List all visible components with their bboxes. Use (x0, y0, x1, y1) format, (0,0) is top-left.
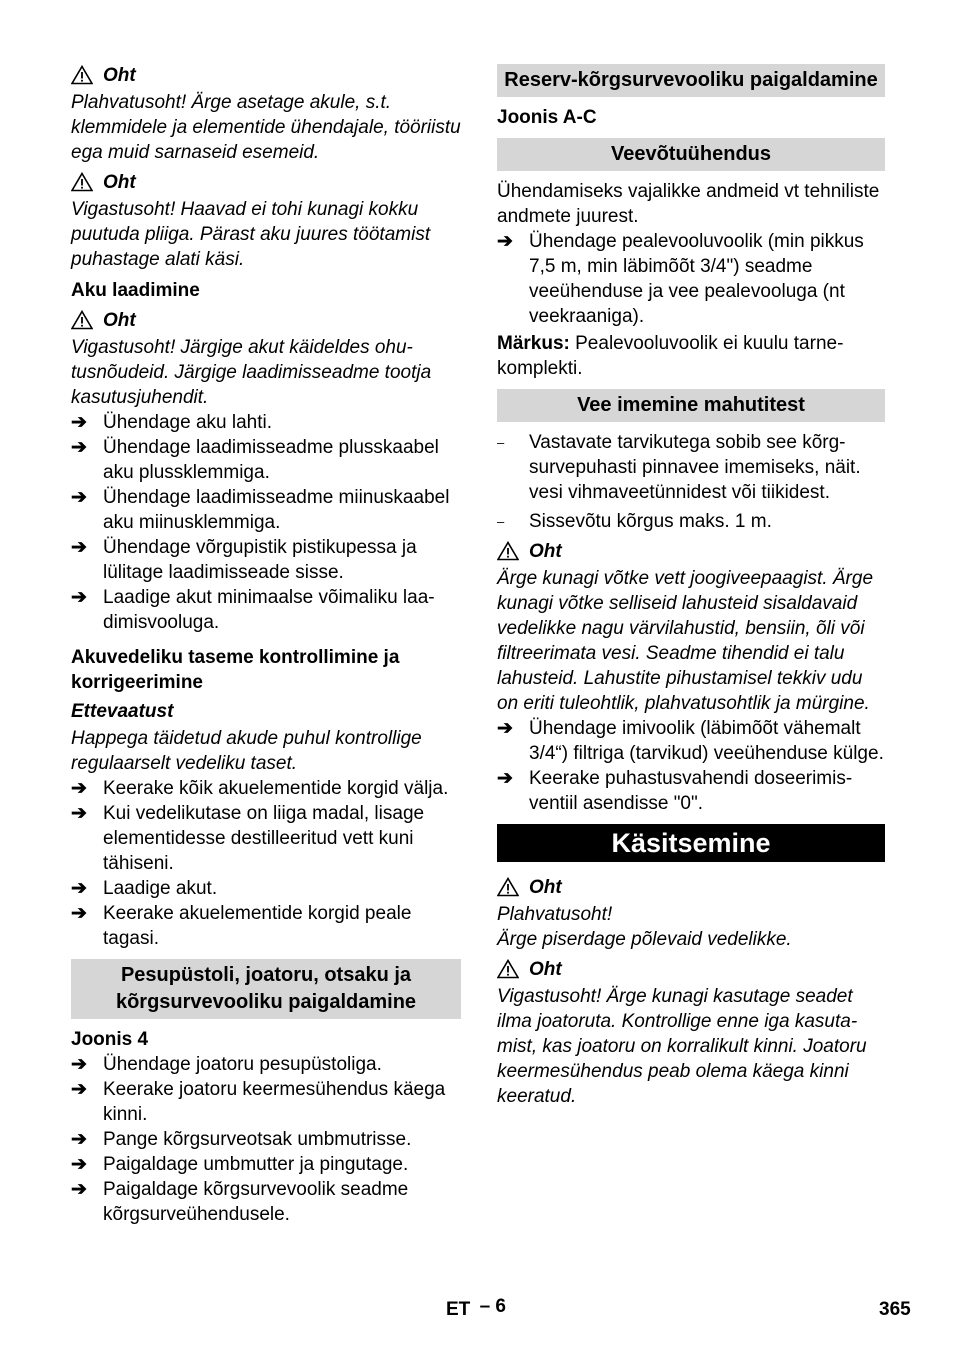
warning-triangle-icon (71, 310, 93, 330)
warning-text: Plahvatusoht! (497, 904, 613, 925)
warning-triangle-icon (497, 959, 519, 979)
warning-text: Vigastusoht! Ärge kunagi kasutage seadet ilma joatoruta. Kontrollige enne iga kasutamist, kas joatoru on korralikult kinni. Joatoru keermesühendus peab olema käega kinni keeratud. (497, 986, 867, 1107)
warning-heading (497, 538, 885, 564)
footer-lang-code: ET (446, 1299, 471, 1320)
arrow-right-icon: ➔ (497, 718, 513, 739)
arrow-right-icon: ➔ (497, 768, 513, 789)
arrow-right-icon: ➔ (71, 1079, 87, 1100)
list-item: ➔ Pange kõrgsurveotsak umbmutrisse. (71, 1129, 412, 1150)
list-item: – Sissevõtu kõrgus maks. 1 m. (497, 511, 772, 532)
arrow-right-icon: ➔ (71, 487, 87, 508)
arrow-right-icon: ➔ (71, 903, 87, 924)
list-item: ➔ Laadige akut. (71, 878, 218, 899)
arrow-right-icon: ➔ (71, 537, 87, 558)
warning-heading (71, 62, 461, 88)
warning-label: Oht (103, 171, 136, 193)
arrow-right-icon: ➔ (71, 1054, 87, 1075)
arrow-right-icon: ➔ (71, 412, 87, 433)
list-item: ➔ Ühendage laadimisseadme miinuskaabel aku miinusklemmiga. (71, 487, 450, 533)
gun-steps-list (71, 1052, 461, 1227)
page-number: 365 (879, 1299, 911, 1320)
figure-reference: Joonis 4 (71, 1029, 149, 1050)
section-heading-level: Akuvedeliku taseme kontrollimine ja korrigeerimine (71, 647, 400, 693)
warning-label: Oht (103, 64, 136, 86)
arrow-right-icon: ➔ (71, 803, 87, 824)
warning-label: Oht (529, 958, 562, 980)
list-item: ➔ Keerake puhastusvahendi doseerimisventiil asendisse "0". (497, 768, 853, 814)
arrow-right-icon: ➔ (71, 1154, 87, 1175)
warning-heading (71, 169, 461, 195)
list-item: ➔ Paigaldage kõrgsurvevoolik seadme kõrgsurveühendusele. (71, 1179, 409, 1225)
aku-steps-list (71, 410, 461, 635)
list-item: ➔ Keerake akuelementide korgid peale tagasi. (71, 903, 412, 949)
list-item: ➔ Keerake joatoru keermesühendus käega kinni. (71, 1079, 446, 1125)
water-text: Ühendamiseks vajalikke andmeid vt tehniliste andmete juurest. (497, 181, 880, 227)
warning-label: Oht (529, 540, 562, 562)
warning-triangle-icon (497, 877, 519, 897)
list-item: ➔ Ühendage imivoolik (läbimõõt vähemalt 3/4“) filtriga (tarvikud) veeühenduse külge. (497, 718, 884, 764)
list-item: ➔ Paigaldage umbmutter ja pingutage. (71, 1154, 409, 1175)
warning-triangle-icon (71, 65, 93, 85)
warning-triangle-icon (71, 172, 93, 192)
warning-triangle-icon (497, 541, 519, 561)
list-item: – Vastavate tarvikutega sobib see kõrgsurvepuhasti pinnavee imemiseks, näit. vesi vihmaveetünnidest või tiikidest. (497, 432, 861, 503)
figure-reference: Joonis A-C (497, 107, 597, 128)
footer-language (446, 1297, 506, 1322)
left-column (71, 58, 461, 1227)
section-heading-operation: Käsitsemine (497, 824, 885, 862)
warning-label: Oht (529, 876, 562, 898)
section-heading-gun: Pesupüstoli, joatoru, otsaku ja kõrgsurvevooliku paigaldamine (71, 959, 461, 1019)
note-label: Märkus: (497, 333, 570, 354)
warning-text: Vigastusoht! Haavad ei tohi kunagi kokku puutuda pliiga. Pärast aku juures töötamist puhastage alati käsi. (71, 199, 431, 270)
list-item: ➔ Laadige akut minimaalse võimaliku laadimisvooluga. (71, 587, 435, 633)
arrow-right-icon: ➔ (497, 231, 513, 252)
note (497, 331, 885, 381)
arrow-right-icon: ➔ (71, 587, 87, 608)
caution-text: Happega täidetud akude puhul kontrollige regulaarselt vedeliku taset. (71, 728, 422, 774)
list-item: ➔ Ühendage laadimisseadme plusskaabel aku plussklemmiga. (71, 437, 439, 483)
list-item: ➔ Ühendage pealevooluvoolik (min pikkus 7,5 m, min läbimõõt 3/4") seadme veeühenduse ja vee pealevooluga (nt veekraaniga). (497, 231, 864, 327)
section-heading-reserve: Reserv-kõrgsurvevooliku paigaldamine (497, 64, 885, 97)
level-steps-list (71, 776, 461, 951)
list-item: ➔ Ühendage võrgupistik pistikupessa ja lülitage laadimisseade sisse. (71, 537, 417, 583)
warning-text: Ärge kunagi võtke vett joogiveepaagist. Ärge kunagi võtke selliseid lahusteid sisaldavaid vedelikke nagu värvilahustid, bensiin, õli või filtreerimata vesi. Seadme tihendid ei talu lahusteid. Lahustite pihustamisel tekkiv udu on eriti tuleohtlik, plahvatusohtlik ja mürgine. (497, 568, 874, 714)
arrow-right-icon: ➔ (71, 878, 87, 899)
arrow-right-icon: ➔ (71, 437, 87, 458)
section-heading-aku: Aku laadimine (71, 280, 200, 301)
list-item: ➔ Ühendage aku lahti. (71, 412, 273, 433)
section-heading-water: Veevõtuühendus (497, 138, 885, 171)
note-text: Pealevooluvoolik ei kuulu tarnekomplekti. (497, 333, 844, 379)
right-column (497, 58, 885, 1109)
warning-heading (497, 874, 885, 900)
warning-text: Ärge piserdage põlevaid vedelikke. (497, 929, 792, 950)
list-item: ➔ Kui vedelikutase on liiga madal, lisage elementidesse destilleeritud vett kuni tähiseni. (71, 803, 425, 874)
warning-text: Plahvatusoht! Ärge asetage akule, s.t. klemmidele ja elementide ühendajale, tööriistu ega muid sarnaseid esemeid. (71, 92, 461, 163)
arrow-right-icon: ➔ (71, 1179, 87, 1200)
arrow-right-icon: ➔ (71, 1129, 87, 1150)
warning-text: Vigastusoht! Järgige akut käideldes ohutusnõudeid. Järgige laadimisseadme tootja kasutusjuhendit. (71, 337, 432, 408)
warning-label: Oht (103, 309, 136, 331)
footer-section-page: – 6 (479, 1296, 506, 1317)
section-heading-suction: Vee imemine mahutitest (497, 389, 885, 422)
list-item: ➔ Ühendage joatoru pesupüstoliga. (71, 1054, 382, 1075)
warning-heading (71, 307, 461, 333)
arrow-right-icon: ➔ (71, 778, 87, 799)
warning-heading (497, 956, 885, 982)
caution-label: Ettevaatust (71, 701, 174, 722)
list-item: ➔ Keerake kõik akuelementide korgid välja. (71, 778, 449, 799)
